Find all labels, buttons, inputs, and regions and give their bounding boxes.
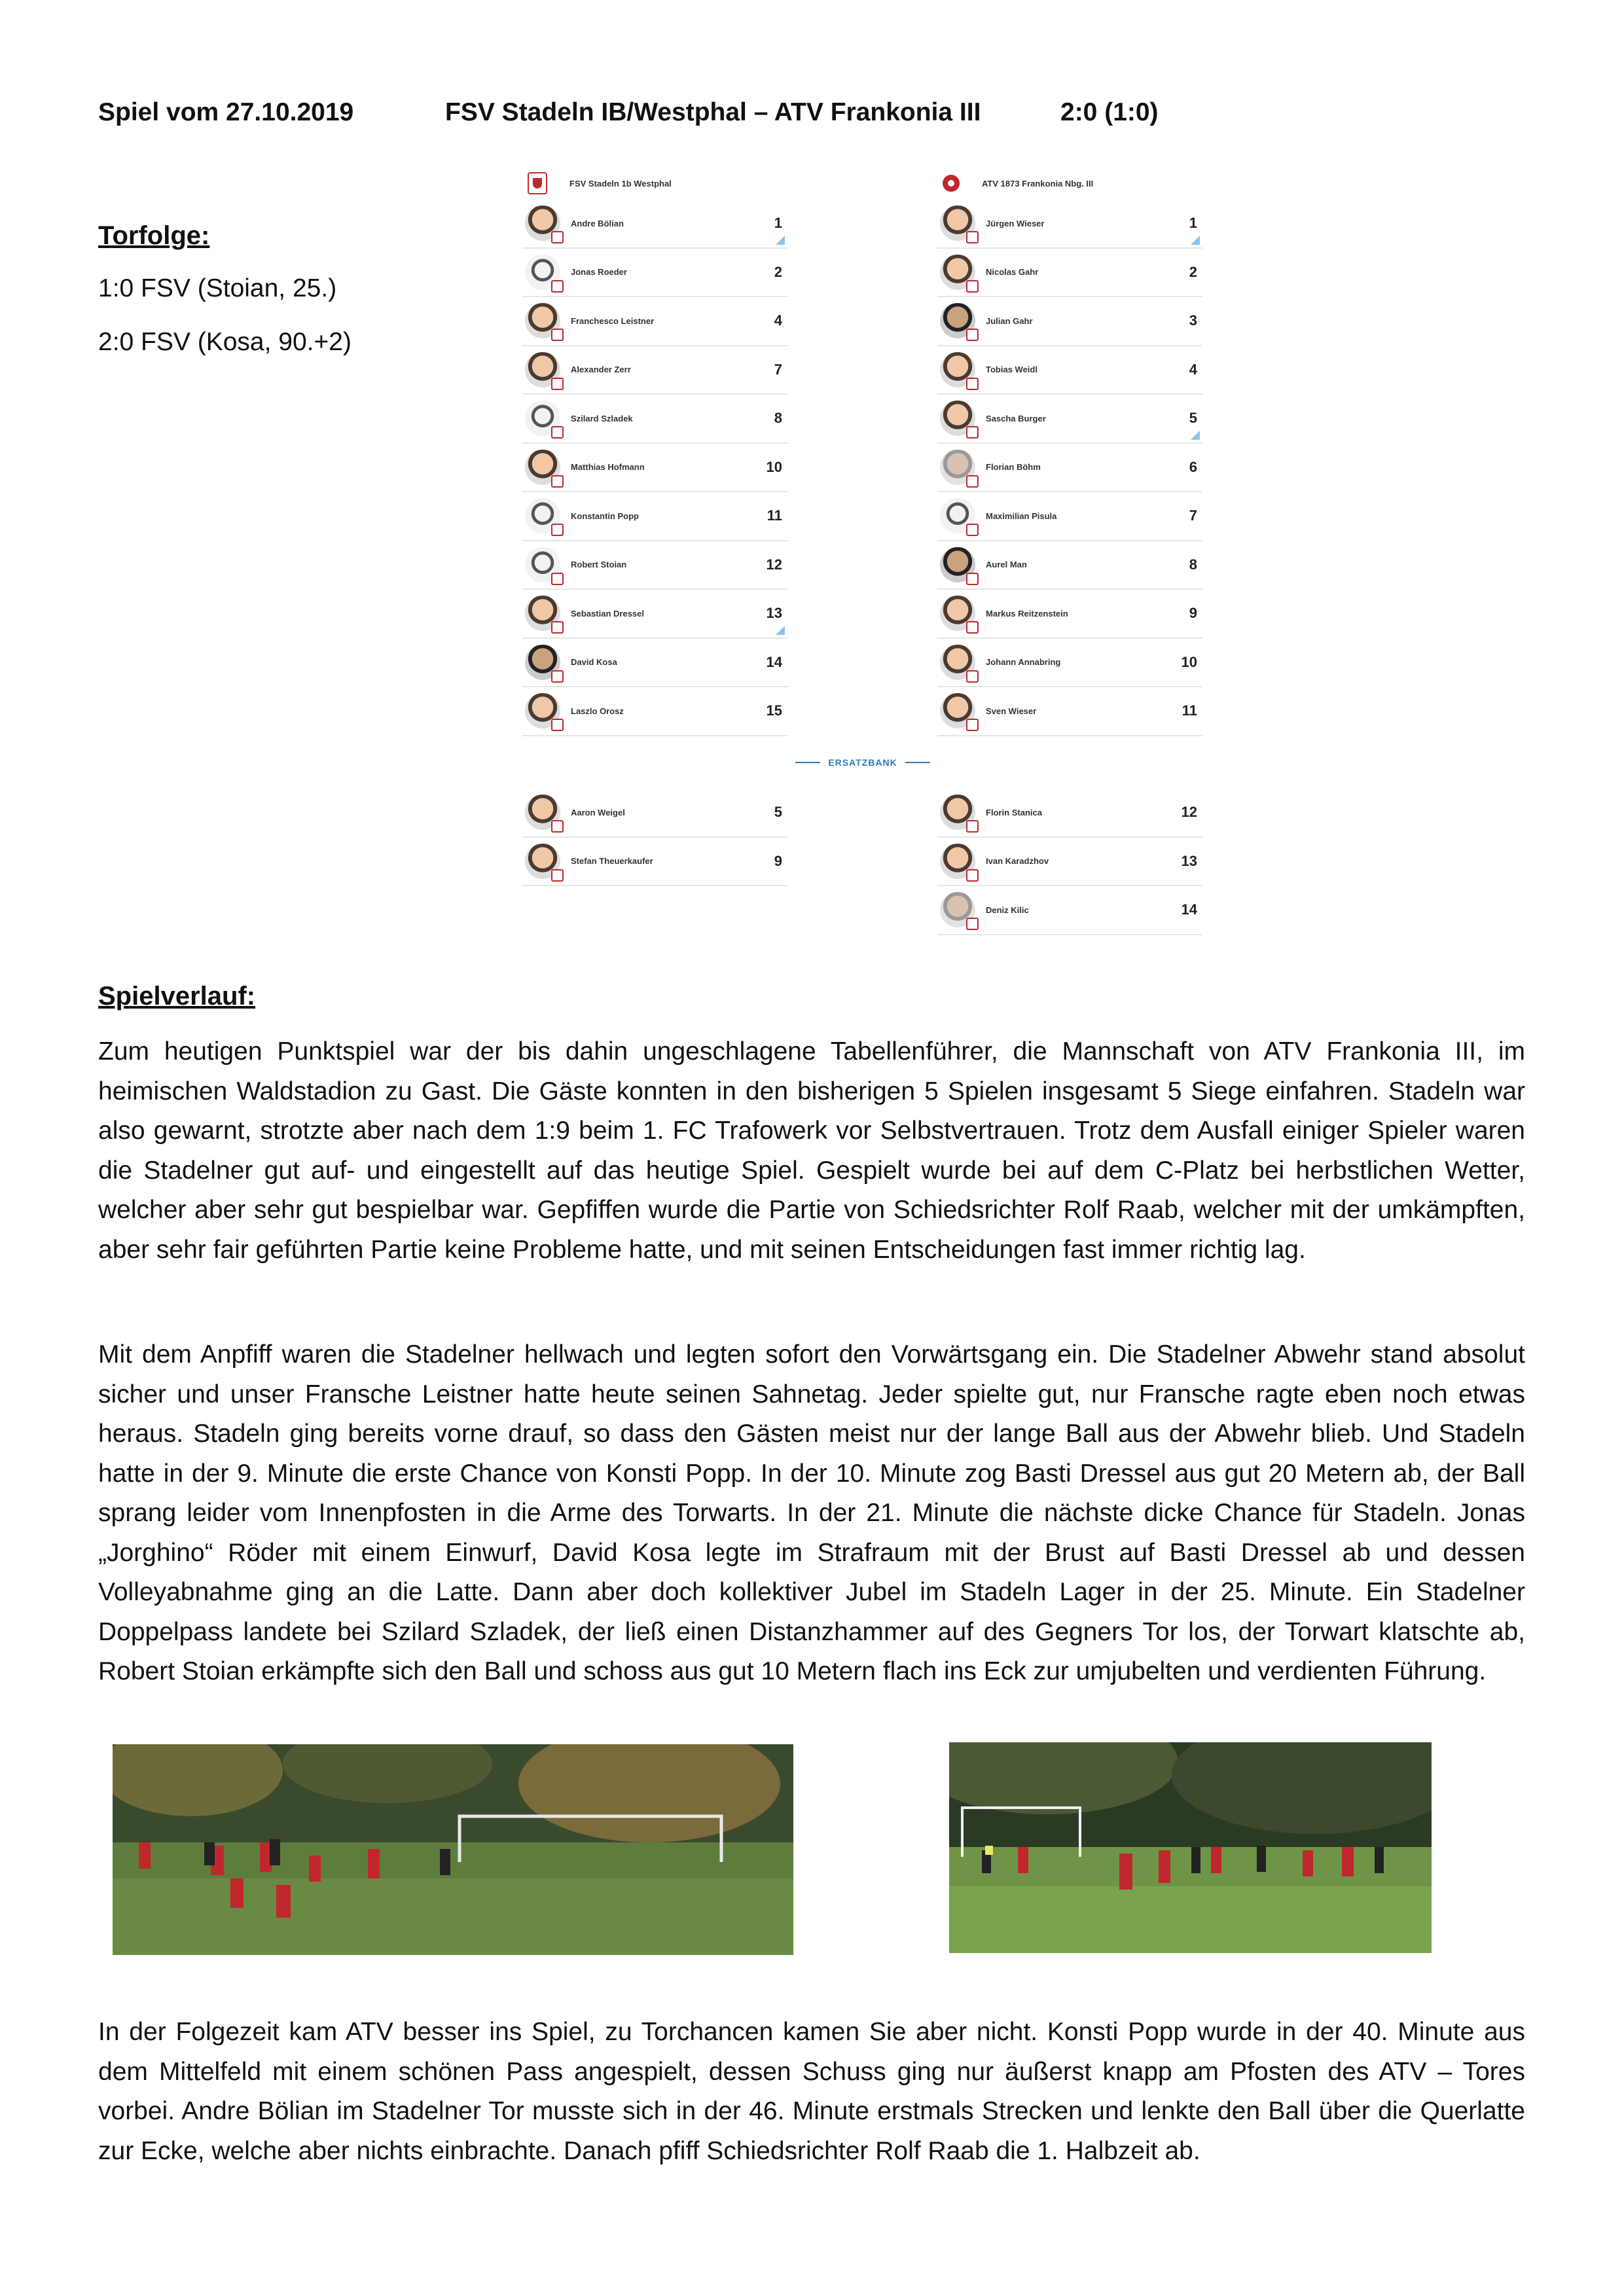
player-number: 4 — [774, 312, 782, 329]
player-name: Jürgen Wieser — [986, 218, 1045, 228]
player-row[interactable] — [937, 639, 1202, 688]
player-number: 2 — [774, 263, 782, 280]
match-photo-image — [949, 1742, 1432, 1953]
player-avatar — [525, 844, 560, 879]
goal-sequence-title: Torfolge: — [98, 221, 210, 250]
player-name: Sven Wieser — [986, 706, 1037, 716]
player-number: 14 — [1181, 901, 1197, 918]
player-name: Stefan Theuerkaufer — [571, 856, 653, 867]
player-avatar — [940, 596, 975, 631]
player-name: Aaron Weigel — [571, 807, 625, 817]
player-avatar — [940, 498, 975, 533]
player-row[interactable] — [937, 346, 1202, 395]
player-name: Julian Gahr — [986, 315, 1033, 326]
home-bench — [522, 789, 787, 886]
player-avatar — [525, 795, 560, 830]
player-name: Szilard Szladek — [571, 413, 633, 423]
captain-marker-icon — [1191, 236, 1200, 245]
captain-marker-icon — [1191, 431, 1200, 440]
player-avatar — [940, 645, 975, 680]
home-team-header — [522, 167, 787, 200]
player-avatar — [525, 450, 560, 485]
player-avatar — [940, 844, 975, 879]
player-number: 8 — [1189, 556, 1197, 573]
player-number: 9 — [1189, 605, 1197, 622]
player-row[interactable] — [522, 687, 787, 736]
player-name: Maximilian Pisula — [986, 511, 1057, 521]
player-avatar — [525, 498, 560, 533]
player-row[interactable] — [937, 789, 1202, 838]
player-name: Tobias Weidl — [986, 365, 1038, 375]
player-number: 10 — [766, 458, 782, 475]
player-row[interactable] — [522, 444, 787, 493]
player-name: Laszlo Orosz — [571, 706, 624, 716]
player-avatar — [525, 352, 560, 387]
player-name: Florin Stanica — [986, 807, 1042, 817]
club-crest-icon — [943, 175, 960, 192]
player-number: 2 — [1189, 263, 1197, 280]
player-row[interactable] — [522, 200, 787, 249]
player-name: Jonas Roeder — [571, 267, 627, 278]
captain-marker-icon — [776, 236, 785, 245]
player-number: 6 — [1189, 458, 1197, 475]
away-lineup — [937, 167, 1202, 736]
away-team-header — [937, 167, 1202, 200]
player-avatar — [940, 352, 975, 387]
player-avatar — [940, 401, 975, 436]
player-name: Johann Annabring — [986, 657, 1061, 668]
player-number: 5 — [774, 804, 782, 821]
home-team-name: FSV Stadeln 1b Westphal — [569, 178, 672, 188]
player-row[interactable] — [937, 395, 1202, 444]
player-avatar — [525, 547, 560, 583]
match-photo — [949, 1742, 1432, 1953]
player-number: 12 — [1181, 804, 1197, 821]
player-row[interactable] — [522, 541, 787, 590]
player-row[interactable] — [937, 838, 1202, 887]
player-row[interactable] — [937, 444, 1202, 493]
player-number: 15 — [766, 702, 782, 719]
match-score: 2:0 (1:0) — [1060, 98, 1159, 126]
player-name: Konstantin Popp — [571, 511, 639, 521]
player-name: Nicolas Gahr — [986, 267, 1039, 278]
player-avatar — [940, 892, 975, 927]
away-bench — [937, 789, 1202, 935]
player-avatar — [525, 206, 560, 241]
player-row[interactable] — [937, 200, 1202, 249]
report-paragraph: Zum heutigen Punktspiel war der bis dahin ungeschlagene Tabellenführer, die Mannschaft von ATV Frankonia III, im heimischen Waldstadion zu Gast. Die Gäste konnten in den bisherigen 5 Spielen insgesamt 5 Siege einfahren. Stadeln war also gewarnt, strotzte aber nach dem 1:9 beim 1. FC Trafowerk vor Selbstvertrauen. Trotz dem Ausfall einiger Spieler waren die Stadelner gut auf- und eingestellt auf das heutige Spiel. Gespielt wurde bei auf dem C-Platz bei herbstlichen Wetter, welcher aber sehr gut bespielbar war. Gepfiffen wurde die Partie von Schiedsrichter Rolf Raab, welcher mit der umkämpften, aber sehr fair geführten Partie keine Probleme hatte, und mit seinen Entscheidungen fast immer richtig lag. — [98, 1037, 1525, 1264]
player-row[interactable] — [522, 639, 787, 688]
player-row[interactable] — [522, 297, 787, 346]
club-crest-icon — [528, 172, 547, 194]
match-photo — [113, 1744, 793, 1955]
match-header — [98, 98, 1538, 137]
player-number: 7 — [774, 361, 782, 378]
player-avatar — [525, 401, 560, 436]
player-number: 7 — [1189, 507, 1197, 524]
player-number: 9 — [774, 852, 782, 869]
player-row[interactable] — [937, 541, 1202, 590]
player-avatar — [940, 303, 975, 338]
player-avatar — [940, 547, 975, 583]
player-avatar — [940, 255, 975, 290]
player-row[interactable] — [937, 687, 1202, 736]
player-name: Markus Reitzenstein — [986, 608, 1068, 619]
player-number: 1 — [774, 215, 782, 232]
player-name: Matthias Hofmann — [571, 462, 645, 473]
player-number: 10 — [1181, 653, 1197, 670]
match-date: Spiel vom 27.10.2019 — [98, 98, 354, 126]
player-row[interactable] — [522, 789, 787, 838]
player-row[interactable] — [522, 395, 787, 444]
player-row[interactable] — [937, 886, 1202, 935]
player-row[interactable] — [937, 590, 1202, 639]
player-name: Robert Stoian — [571, 560, 627, 570]
player-number: 13 — [766, 605, 782, 622]
player-row[interactable] — [522, 590, 787, 639]
player-number: 5 — [1189, 410, 1197, 427]
player-number: 12 — [766, 556, 782, 573]
player-name: Andre Bölian — [571, 218, 624, 228]
goal-item: 1:0 FSV (Stoian, 25.) — [98, 274, 337, 302]
player-avatar — [940, 693, 975, 728]
player-row[interactable] — [522, 838, 787, 887]
goal-sequence — [98, 221, 425, 382]
goal-item: 2:0 FSV (Kosa, 90.+2) — [98, 328, 352, 356]
player-number: 11 — [1182, 702, 1197, 719]
player-name: Aurel Man — [986, 560, 1027, 570]
player-avatar — [525, 645, 560, 680]
report-title: Spielverlauf: — [98, 982, 256, 1011]
player-number: 11 — [767, 507, 782, 524]
player-row[interactable] — [937, 249, 1202, 298]
player-name: Florian Böhm — [986, 462, 1041, 473]
player-name: Sascha Burger — [986, 413, 1046, 423]
player-number: 13 — [1181, 852, 1197, 869]
player-name: Sebastian Dressel — [571, 608, 645, 619]
away-team-name: ATV 1873 Frankonia Nbg. III — [982, 178, 1094, 188]
player-name: David Kosa — [571, 657, 617, 668]
player-avatar — [940, 206, 975, 241]
report-paragraph: In der Folgezeit kam ATV besser ins Spiel, zu Torchancen kamen Sie aber nicht. Konsti Popp wurde in der 40. Minute aus dem Mittelfeld mit einem schönen Pass angespielt, dessen Schuss ging nur äußerst knapp am Pfosten des ATV – Tores vorbei. Andre Bölian im Stadelner Tor musste sich in der 46. Minute erstmals Strecken und lenkte den Ball über die Querlatte zur Ecke, welche aber nichts einbrachte. Danach pfiff Schiedsrichter Rolf Raab die 1. Halbzeit ab. — [98, 2018, 1525, 2165]
player-avatar — [940, 450, 975, 485]
report-paragraph: Mit dem Anpfiff waren die Stadelner hellwach und legten sofort den Vorwärtsgang ein. Die Stadelner Abwehr stand absolut sicher und unser Fransche Leistner hatte heute seinen Sahnetag. Jeder spielte gut, nur Fransche ragte eben noch etwas heraus. Stadeln ging bereits vorne drauf, so dass den Gästen meist nur der lange Ball aus der Abwehr blieb. Und Stadeln hatte in der 9. Minute die erste Chance von Konsti Popp. In der 10. Minute zog Basti Dressel aus gut 20 Metern ab, der Ball sprang leider vom Innenpfosten in die Arme des Torwarts. In der 21. Minute die nächste dicke Chance für Stadeln. Jonas „Jorghino“ Röder mit einem Einwurf, David Kosa legte im Strafraum mit der Brust auf Basti Dressel ab und dessen Volleyabnahme ging an die Latte. Dann aber doch kollektiver Jubel im Stadeln Lager in der 25. Minute. Ein Stadelner Doppelpass landete bei Szilard Szladek, der ließ einen Distanzhammer auf des Gegners Tor los, der Torwart klatschte ab, Robert Stoian erkämpfte sich den Ball und schoss aus gut 10 Metern flach ins Eck zur umjubelten und verdienten Führung. — [98, 1340, 1525, 1685]
player-avatar — [525, 255, 560, 290]
player-number: 4 — [1189, 361, 1197, 378]
player-name: Deniz Kilic — [986, 905, 1029, 915]
player-name: Ivan Karadzhov — [986, 856, 1049, 867]
match-teams: FSV Stadeln IB/Westphal – ATV Frankonia III — [445, 98, 981, 126]
home-lineup — [522, 167, 787, 736]
player-row[interactable] — [937, 492, 1202, 541]
player-avatar — [525, 693, 560, 728]
player-row[interactable] — [522, 346, 787, 395]
bench-label: ERSATZBANK — [787, 753, 938, 772]
player-row[interactable] — [522, 249, 787, 298]
player-number: 1 — [1189, 215, 1197, 232]
player-number: 8 — [774, 410, 782, 427]
player-number: 3 — [1189, 312, 1197, 329]
player-avatar — [940, 795, 975, 830]
player-row[interactable] — [522, 492, 787, 541]
player-row[interactable] — [937, 297, 1202, 346]
match-photo-image — [113, 1744, 793, 1955]
player-number: 14 — [766, 653, 782, 670]
captain-marker-icon — [776, 626, 785, 635]
player-avatar — [525, 303, 560, 338]
player-name: Alexander Zerr — [571, 365, 631, 375]
player-name: Franchesco Leistner — [571, 315, 655, 326]
player-avatar — [525, 596, 560, 631]
